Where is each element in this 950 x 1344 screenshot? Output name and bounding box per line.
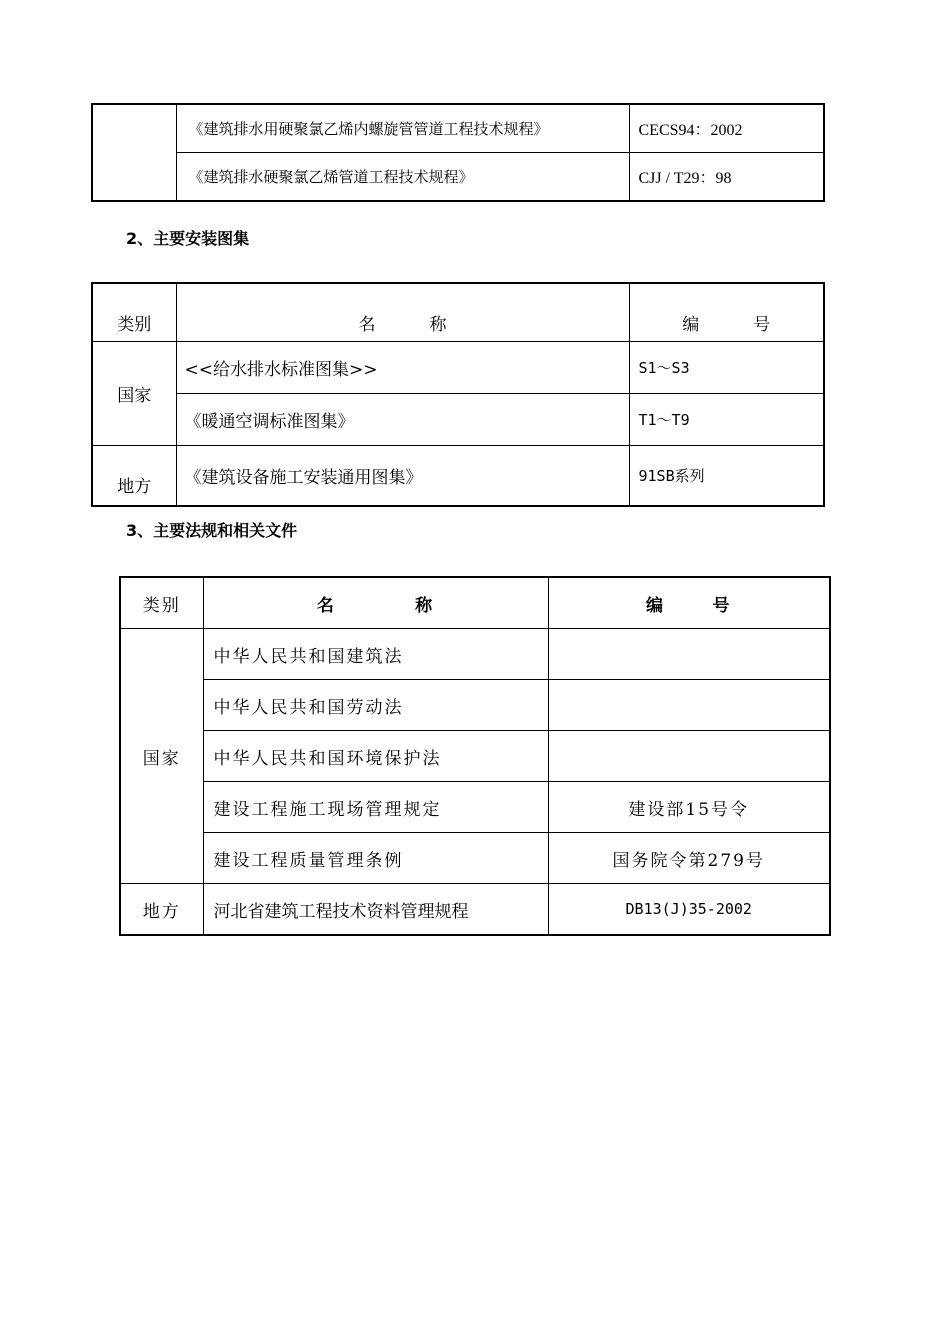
header-name: 名 称	[176, 283, 629, 342]
atlas-table	[91, 282, 825, 507]
table-header-row	[120, 577, 830, 629]
name-cell: 建设工程施工现场管理规定	[203, 782, 548, 833]
name-cell: 河北省建筑工程技术资料管理规程	[203, 884, 548, 936]
category-cell: 国家	[120, 629, 203, 884]
category-cell	[92, 104, 176, 201]
code-cell: T1～T9	[629, 394, 824, 446]
header-category: 类别	[120, 577, 203, 629]
code-cell: CJJ / T29：98	[629, 153, 824, 202]
standards-table-continued	[91, 103, 825, 202]
code-cell: CECS94：2002	[629, 104, 824, 153]
table-row	[92, 342, 824, 394]
table-row	[92, 104, 824, 153]
category-cell: 地方	[120, 884, 203, 936]
table-header-row	[92, 283, 824, 342]
code-cell: 国务院令第279号	[548, 833, 830, 884]
name-cell: 《建筑排水用硬聚氯乙烯内螺旋管管道工程技术规程》	[176, 104, 629, 153]
code-cell	[548, 629, 830, 680]
section-heading-atlases: 2、主要安装图集	[126, 229, 250, 248]
table-row	[120, 629, 830, 680]
name-cell: 《建筑设备施工安装通用图集》	[176, 446, 629, 507]
name-cell: 中华人民共和国劳动法	[203, 680, 548, 731]
name-cell: 《建筑排水硬聚氯乙烯管道工程技术规程》	[176, 153, 629, 202]
header-category: 类别	[92, 283, 176, 342]
regulations-table	[119, 576, 831, 936]
section-heading-regulations: 3、主要法规和相关文件	[126, 521, 298, 540]
code-cell: 建设部15号令	[548, 782, 830, 833]
table-row	[120, 680, 830, 731]
category-cell: 地方	[92, 446, 176, 507]
name-cell: 中华人民共和国建筑法	[203, 629, 548, 680]
name-cell: <<给水排水标准图集>>	[176, 342, 629, 394]
code-cell: DB13(J)35-2002	[548, 884, 830, 936]
code-cell	[548, 680, 830, 731]
name-cell: 《暖通空调标准图集》	[176, 394, 629, 446]
header-code: 编 号	[629, 283, 824, 342]
name-cell: 中华人民共和国环境保护法	[203, 731, 548, 782]
header-name: 名 称	[203, 577, 548, 629]
table-row	[92, 446, 824, 507]
table-row	[92, 394, 824, 446]
name-cell: 建设工程质量管理条例	[203, 833, 548, 884]
table-row	[120, 884, 830, 936]
header-code: 编 号	[548, 577, 830, 629]
table-row	[120, 782, 830, 833]
category-cell: 国家	[92, 342, 176, 446]
table-row	[92, 153, 824, 202]
code-cell	[548, 731, 830, 782]
table-row	[120, 731, 830, 782]
code-cell: 91SB系列	[629, 446, 824, 507]
code-cell: S1～S3	[629, 342, 824, 394]
table-row	[120, 833, 830, 884]
